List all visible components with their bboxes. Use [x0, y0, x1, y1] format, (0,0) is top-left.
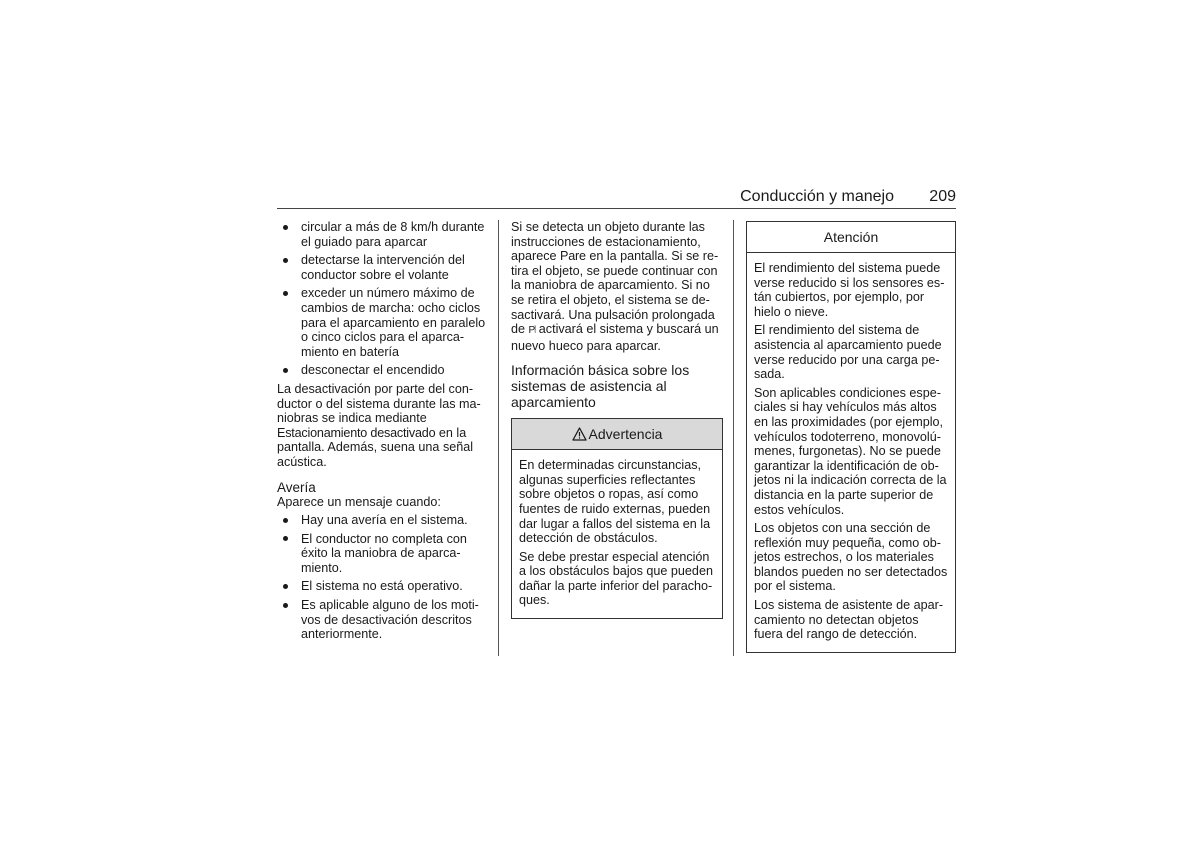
display-term: Estacionamiento desactivado	[277, 425, 436, 440]
column-right	[746, 221, 956, 653]
text: en la pantalla. Si se retira el objeto, se puede continuar con la maniobra de aparcamiento. Si no se retira el objeto, el sistema se desactivará. Una pulsación prolongada de	[511, 249, 719, 337]
column-divider	[498, 220, 499, 656]
warning-triangle-icon	[572, 427, 587, 441]
page-number: 209	[929, 188, 956, 205]
list-item: El conductor no completa con éxito la maniobra de aparcamiento.	[277, 532, 487, 576]
averia-heading: Avería	[277, 479, 316, 495]
attention-body	[747, 253, 955, 652]
attention-paragraph: El rendimiento del sistema de asistencia al aparcamiento puede verse reducido por una carga pesada.	[754, 323, 942, 382]
list-item: desconectar el encendido	[277, 363, 487, 378]
display-term: Pare	[560, 249, 586, 264]
column-middle	[511, 220, 723, 619]
deactivation-paragraph	[277, 382, 487, 470]
warning-header	[512, 419, 722, 450]
warning-body	[512, 450, 722, 618]
page-header	[277, 186, 956, 209]
warning-paragraph: En determinadas circunstancias, algunas superficies reflectantes sobre objetos o ropas, así como fuentes de ruido externas, pueden dar lugar a fallos del sistema en la detección de obstáculos.	[519, 458, 711, 546]
column-left	[277, 220, 487, 646]
warning-paragraph: Se debe prestar especial atención a los obstáculos bajos que pueden dañar la parte inferior del parachoques.	[519, 549, 713, 608]
text: en la pantalla. Además, suena una señal acústica.	[277, 425, 474, 469]
warning-box	[511, 418, 723, 619]
deactivation-list	[277, 220, 487, 378]
list-item: Hay una avería en el sistema.	[277, 513, 487, 528]
fault-list	[277, 513, 487, 642]
attention-paragraph: Los objetos con una sección de reflexión muy pequeña, como objetos estrechos, o los materiales blandos pueden no ser detectados por el sistema.	[754, 521, 948, 594]
text: activará el sistema y buscará un nuevo hueco para aparcar.	[511, 322, 719, 353]
list-item: El sistema no está operativo.	[277, 579, 487, 594]
warning-title: Advertencia	[588, 425, 663, 442]
attention-header	[747, 222, 955, 253]
averia-intro: Aparece un mensaje cuando:	[277, 494, 441, 509]
list-item: detectarse la intervención del conductor sobre el volante	[277, 253, 487, 282]
section-title: Conducción y manejo	[740, 188, 894, 205]
attention-paragraph: Son aplicables condiciones especiales si hay vehículos más altos en las proximidades (por ejemplo, vehículos todoterreno, monovolúmenes, furgonetas). No se puede garantizar la identificación de objetos ni la indicación correcta de la distancia en la parte superior de estos vehículos.	[754, 385, 947, 517]
attention-box	[746, 221, 956, 653]
attention-paragraph: El rendimiento del sistema puede verse reducido si los sensores están cubiertos, por ejemplo, por hielo o nieve.	[754, 261, 945, 319]
text: Si se detecta un objeto durante las instrucciones de estacionamiento, aparece	[511, 220, 705, 264]
text: La desactivación por parte del conductor o del sistema durante las maniobras se indica mediante	[277, 381, 481, 426]
list-item: exceder un número máximo de cambios de marcha: ocho ciclos para el aparcamiento en paralelo o cinco ciclos para el aparcamiento en batería	[277, 286, 487, 359]
list-item: circular a más de 8 km/h durante el guiado para aparcar	[277, 220, 487, 249]
parking-assist-icon: P⦚	[528, 325, 536, 337]
attention-paragraph: Los sistema de asistente de aparcamiento no detectan objetos fuera del rango de detección.	[754, 598, 944, 642]
attention-title: Atención	[823, 228, 879, 245]
section-heading: Información básica sobre los sistemas de asistencia al aparcamiento	[511, 362, 690, 410]
list-item: Es aplicable alguno de los motivos de desactivación descritos anteriormente.	[277, 598, 487, 642]
column-divider	[733, 220, 734, 656]
object-detected-paragraph	[511, 220, 723, 353]
